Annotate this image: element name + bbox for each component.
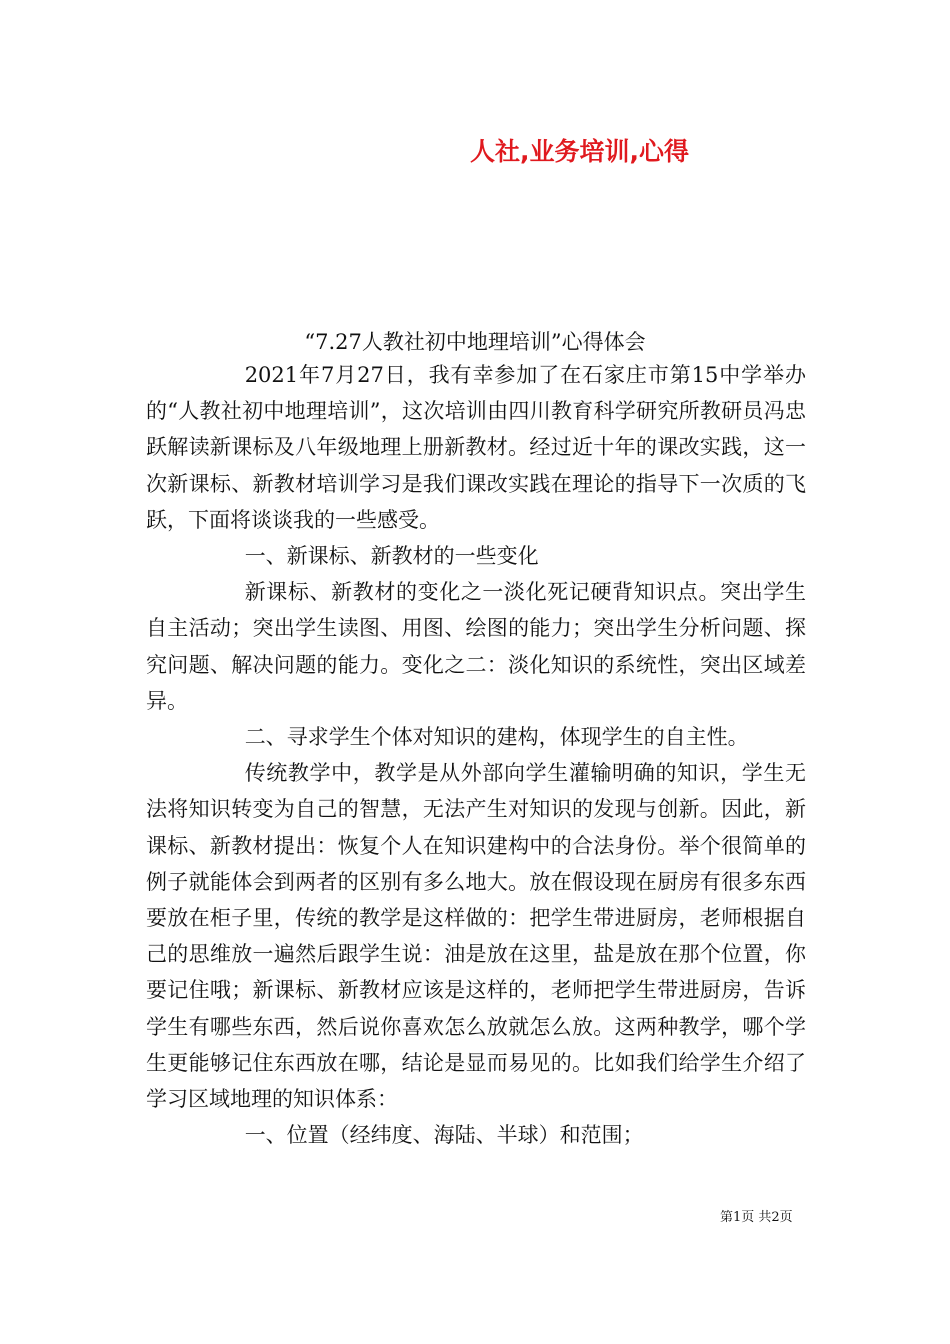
document-title: “7.27人教社初中地理培训”心得体会 [304, 330, 646, 354]
document-body [146, 357, 806, 1153]
section-heading-1: 一、新课标、新教材的一些变化 [244, 544, 539, 569]
paragraph-traditional-teaching: 传统教学中，教学是从外部向学生灌输明确的知识，学生无法将知识转变为自己的智慧，无法产生对知识的发现与创新。因此，新课标、新教材提出：恢复个人在知识建构中的合法身份。举个很简单的例子就能体会到两者的区别有多么地大。放在假设现在厨房有很多东西要放在柜子里，传统的教学是这样做的：把学生带进厨房，老师根据自己的思维放一遍然后跟学生说：油是放在这里，盐是放在那个位置，你要记住哦；新课标、新教材应该是这样的，老师把学生带进厨房，告诉学生有哪些东西，然后说你喜欢怎么放就怎么放。这两种教学，哪个学生更能够记住东西放在哪，结论是显而易见的。比如我们给学生介绍了学习区域地理的知识体系： [146, 761, 806, 1112]
list-item-location: 一、位置（经纬度、海陆、半球）和范围； [244, 1123, 644, 1148]
paragraph-changes: 新课标、新教材的变化之一淡化死记硬背知识点。突出学生自主活动；突出学生读图、用图、绘图的能力；突出学生分析问题、探究问题、解决问题的能力。变化之二：淡化知识的系统性，突出区域差异。 [146, 580, 806, 713]
page-number: 第1页 共2页 [720, 1210, 793, 1225]
paragraph-intro: 2021年7月27日，我有幸参加了在石家庄市第15中学举办的“人教社初中地理培训”，这次培训由四川教育科学研究所教研员冯忠跃解读新课标及八年级地理上册新教材。经过近十年的课改实践，这一次新课标、新教材培训学习是我们课改实践在理论的指导下一次质的飞跃，下面将谈谈我的一些感受。 [146, 363, 806, 532]
header-keywords: 人社,业务培训,心得 [470, 137, 689, 166]
section-heading-2: 二、寻求学生个体对知识的建构，体现学生的自主性。 [244, 725, 749, 750]
